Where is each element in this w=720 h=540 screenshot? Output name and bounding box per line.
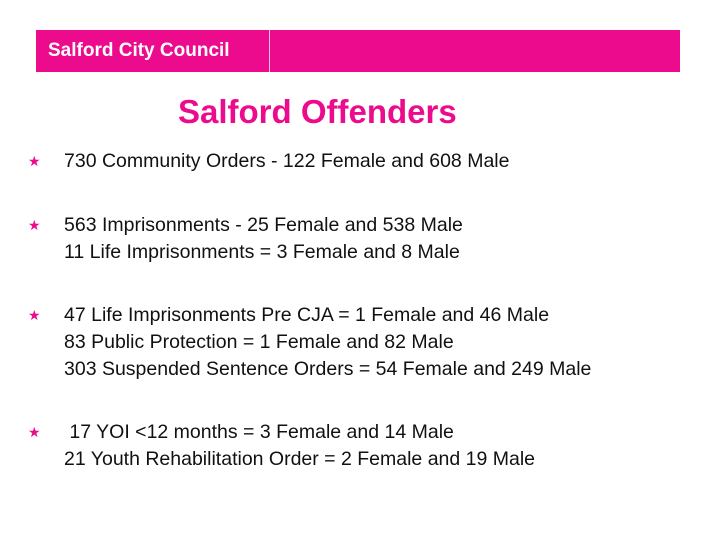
star-icon: ★	[28, 217, 41, 233]
bullet-text	[64, 212, 463, 266]
bullet-line: 730 Community Orders - 122 Female and 608 Male	[64, 150, 510, 172]
bullet-line: 47 Life Imprisonments Pre CJA = 1 Female and 46 Male	[64, 304, 550, 326]
bullet-line: 21 Youth Rehabilitation Order = 2 Female and 19 Male	[64, 448, 536, 470]
star-icon: ★	[28, 424, 41, 440]
star-icon: ★	[28, 307, 41, 323]
bullet-text	[64, 419, 535, 473]
bullet-line: 303 Suspended Sentence Orders = 54 Female and 249 Male	[64, 358, 592, 380]
bullet-line: 563 Imprisonments - 25 Female and 538 Male	[64, 214, 463, 236]
bullet-line: 17 YOI <12 months = 3 Female and 14 Male	[64, 421, 454, 443]
bullet-line: 83 Public Protection = 1 Female and 82 Male	[64, 331, 454, 353]
bullet-text	[64, 302, 591, 383]
star-icon: ★	[28, 153, 41, 169]
bullet-text	[64, 148, 509, 175]
page-title: Salford Offenders	[178, 93, 457, 130]
bullet-line: 11 Life Imprisonments = 3 Female and 8 Male	[64, 241, 460, 263]
brand-logo: Salford City Council	[48, 40, 230, 61]
